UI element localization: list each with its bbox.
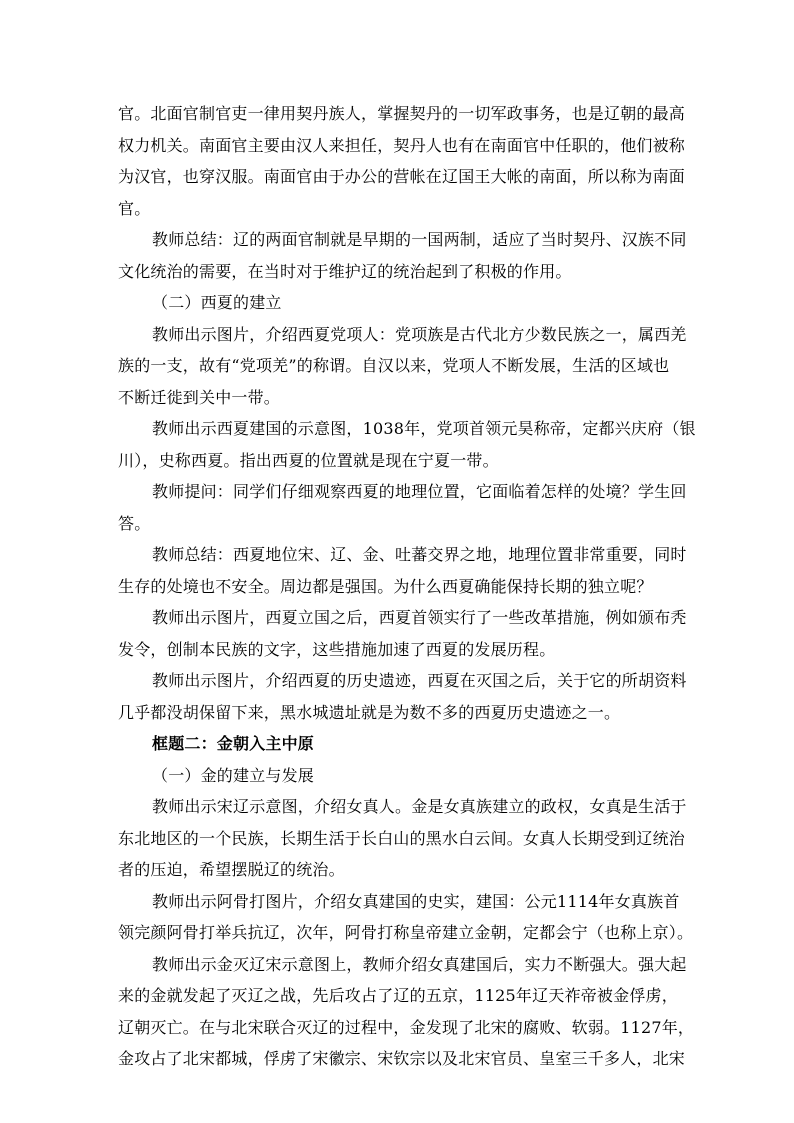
text-line: 川），史称西夏。指出西夏的位置就是现在宁夏一带。 [118,450,499,470]
text-line: 族的一支，故有“党项羌”的称谓。自汉以来，党项人不断发展，生活的区域也 [118,356,670,375]
text-line: 领完颜阿骨打举兵抗辽，次年，阿骨打称皇帝建立金朝，定都会宁（也称上京）。 [118,923,694,942]
text-line: 教师总结：西夏地位宋、辽、金、吐蕃交界之地，地理位置非常重要，同时 [152,545,687,564]
text-line: 金攻占了北宋都城，俘虏了宋徽宗、宋钦宗以及北宋官员、皇室三千多人，北宋 [118,1049,686,1068]
text-line: 辽朝灭亡。在与北宋联合灭辽的过程中，金发现了北宋的腐败、软弱。1127年， [118,1017,695,1037]
text-line: 教师提问：同学们仔细观察西夏的地理位置，它面临着怎样的处境？学生回 [152,482,687,501]
text-line: 权力机关。南面官主要由汉人来担任，契丹人也有在南面官中任职的，他们被称 [118,135,686,155]
text-line: 东北地区的一个民族，长期生活于长白山的黑水白云间。女真人长期受到辽统治 [118,828,686,848]
text-line: 几乎都没胡保留下来，黑水城遗址就是为数不多的西夏历史遗迹之一。 [118,702,621,722]
text-line: 教师出示阿骨打图片，介绍女真建国的史实，建国：公元1114年女真族首 [152,891,680,911]
text-line: 教师出示宋辽示意图，介绍女真人。金是女真族建立的政权，女真是生活于 [152,797,687,816]
text-line: 文化统治的需要，在当时对于维护辽的统治起到了积极的作用。 [118,261,572,281]
text-line: 来的金就发起了灭辽之战，先后攻占了辽的五京，1125年辽天祚帝被金俘虏， [118,986,678,1005]
text-line: 教师总结：辽的两面官制就是早期的一国两制，适应了当时契丹、汉族不同 [152,230,687,249]
text-line: 教师出示图片，介绍西夏的历史遗迹，西夏在灭国之后，关于它的所胡资料 [152,671,687,690]
text-line: 不断迁徙到关中一带。 [118,387,281,407]
text-line: （二）西夏的建立 [152,293,282,312]
text-line: 官。北面官制官吏一律用契丹族人，掌握契丹的一切军政事务，也是辽朝的最高 [118,104,686,123]
text-line: 教师出示图片，西夏立国之后，西夏首领实行了一些改革措施，例如颁布秃 [152,608,687,627]
section-heading: 框题二：金朝入主中原 [152,734,315,753]
document-body [118,98,696,1075]
text-line: 答。 [118,513,151,533]
text-line: 教师出示金灭辽宋示意图上，教师介绍女真建国后，实力不断强大。强大起 [152,954,687,974]
text-line: 者的压迫，希望摆脱辽的统治。 [118,860,345,879]
text-line: 发令，创制本民族的文字，这些措施加速了西夏的发展历程。 [118,639,556,659]
text-line: 教师出示西夏建国的示意图，1038年，党项首领元昊称帝，定都兴庆府（银 [152,419,696,438]
text-line: 为汉官，也穿汉服。南面官由于办公的营帐在辽国王大帐的南面，所以称为南面 [118,167,686,186]
text-line: 官。 [118,198,151,218]
text-line: 生存的处境也不安全。周边都是强国。为什么西夏确能保持长期的独立呢？ [118,576,653,596]
text-line: （一）金的建立与发展 [152,765,315,785]
text-line: 教师出示图片，介绍西夏党项人：党项族是古代北方少数民族之一，属西羌 [152,324,687,344]
